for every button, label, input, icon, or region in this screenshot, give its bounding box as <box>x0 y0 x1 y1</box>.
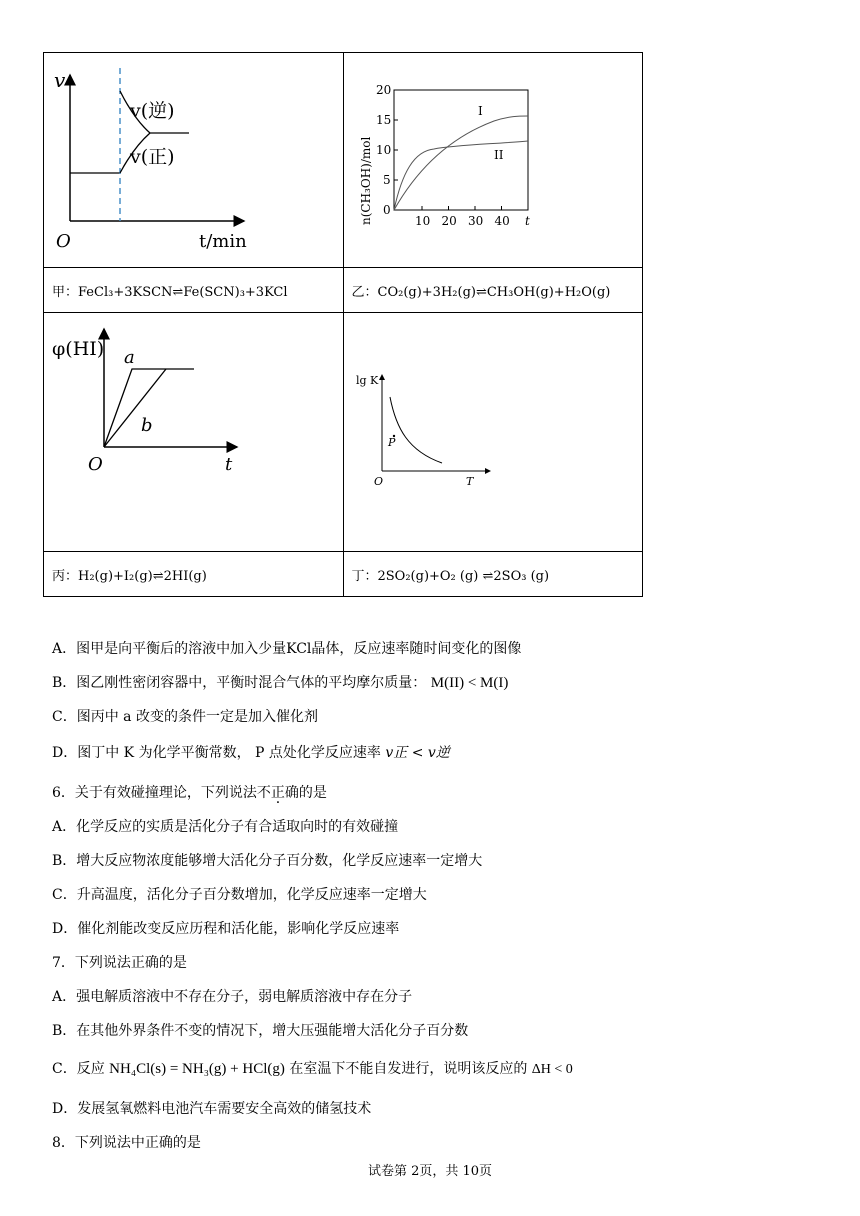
page-footer: 试卷第 2页，共 10页 <box>367 1164 493 1179</box>
figure-ding <box>344 313 643 551</box>
caption-jia: 甲：FeCl₃+3KSCN⇌Fe(SCN)₃+3KCl <box>44 268 344 313</box>
yi-xtick-label: 20 <box>441 214 457 228</box>
q6-stem-emphasis: 不正确 <box>256 785 299 801</box>
q5-option-a: A．图甲是向平衡后的溶液中加入少量KCl晶体，反应速率随时间变化的图像 <box>52 641 522 657</box>
bing-x-label: t <box>225 454 233 475</box>
yi-ytick-label: 10 <box>375 143 391 157</box>
q5-option-b <box>52 672 508 692</box>
q7-option-c-pre: C．反应 <box>52 1061 110 1077</box>
ding-x-label: T <box>465 475 473 488</box>
ding-p-label: P <box>387 436 395 449</box>
figure-yi <box>344 53 643 267</box>
bing-y-label: φ(HI) <box>52 338 105 360</box>
q8-stem: 8．下列说法中正确的是 <box>52 1135 201 1151</box>
q6-option-a: A．化学反应的实质是活化分子有合适取向时的有效碰撞 <box>52 819 399 835</box>
yi-ytick-label: 15 <box>375 113 391 127</box>
figure-bing-cell <box>44 313 344 552</box>
yi-xtick-label: t <box>524 214 530 228</box>
bing-label-a: a <box>124 347 135 368</box>
q7-option-c-formula: NH₄Cl(s) = NH₃(g) + HCl(g) <box>109 1061 285 1077</box>
figure-table <box>43 52 643 597</box>
figure-ding-cell <box>343 313 643 552</box>
q5-option-b-formula: M(II) < M(I) <box>430 675 509 691</box>
q7-option-a: A．强电解质溶液中不存在分子，弱电解质溶液中存在分子 <box>52 989 413 1005</box>
yi-plot-frame <box>394 90 528 210</box>
q7-option-c <box>52 1058 573 1078</box>
yi-xtick-label: 40 <box>494 214 510 228</box>
yi-ytick-label: 5 <box>382 173 391 187</box>
jia-origin: O <box>56 231 71 252</box>
q5-option-b-text: B．图乙刚性密闭容器中，平衡时混合气体的平均摩尔质量： <box>52 675 427 691</box>
q6-stem-pre: 6．关于有效碰撞理论，下列说法 <box>52 785 257 801</box>
q7-stem: 7．下列说法正确的是 <box>52 955 187 971</box>
jia-label-ni: v(逆) <box>130 100 175 122</box>
yi-curve-II-label: II <box>493 148 503 162</box>
q6-option-c: C．升高温度，活化分子百分数增加，化学反应速率一定增大 <box>52 887 427 903</box>
yi-curve-I-label: I <box>477 104 483 118</box>
yi-ytick-label: 20 <box>375 83 391 97</box>
caption-ding: 丁：2SO₂(g)+O₂ (g) ⇌2SO₃ (g) <box>343 552 643 597</box>
q6-option-b: B．增大反应物浓度能够增大活化分子百分数，化学反应速率一定增大 <box>52 853 483 869</box>
q7-option-d: D．发展氢氧燃料电池汽车需要安全高效的储氢技术 <box>52 1101 372 1117</box>
q5-option-d-text: D．图丁中 K 为化学平衡常数， P 点处化学反应速率 <box>52 745 386 761</box>
q6-stem <box>52 782 327 802</box>
caption-yi: 乙：CO₂(g)+3H₂(g)⇌CH₃OH(g)+H₂O(g) <box>343 268 643 313</box>
ding-y-label: lg K <box>355 374 378 387</box>
q7-option-b: B．在其他外界条件不变的情况下，增大压强能增大活化分子百分数 <box>52 1023 469 1039</box>
bing-label-b: b <box>141 415 153 436</box>
ding-curve <box>390 397 442 463</box>
yi-curve-I <box>394 116 528 210</box>
q7-option-c-mid: 在室温下不能自发进行，说明该反应的 <box>284 1061 532 1077</box>
yi-xtick-label: 10 <box>414 214 430 228</box>
yi-ytick-label: 0 <box>382 203 391 217</box>
jia-y-label: v <box>54 68 66 92</box>
jia-label-zheng: v(正) <box>130 146 175 168</box>
q7-option-c-dh: ΔH < 0 <box>531 1062 573 1077</box>
figure-jia-cell <box>44 53 344 268</box>
figure-bing <box>44 313 343 551</box>
figure-yi-cell <box>343 53 643 268</box>
q6-option-d: D．催化剂能改变反应历程和活化能，影响化学反应速率 <box>52 921 400 937</box>
ding-origin: O <box>373 475 383 488</box>
figure-jia <box>44 53 343 267</box>
q5-option-d <box>52 742 450 762</box>
yi-xtick-label: 30 <box>467 214 483 228</box>
caption-bing: 丙：H₂(g)+I₂(g)⇌2HI(g) <box>44 552 344 597</box>
jia-x-label: t/min <box>199 231 247 252</box>
yi-curve-II <box>394 141 528 210</box>
bing-origin: O <box>88 454 103 475</box>
q5-option-c: C．图丙中 a 改变的条件一定是加入催化剂 <box>52 709 318 725</box>
q5-option-d-formula: v正 < v逆 <box>385 745 450 761</box>
yi-y-label: n(CH₃OH)/mol <box>358 136 373 225</box>
q6-stem-post: 的是 <box>298 785 327 801</box>
bing-curve-b <box>104 369 166 447</box>
